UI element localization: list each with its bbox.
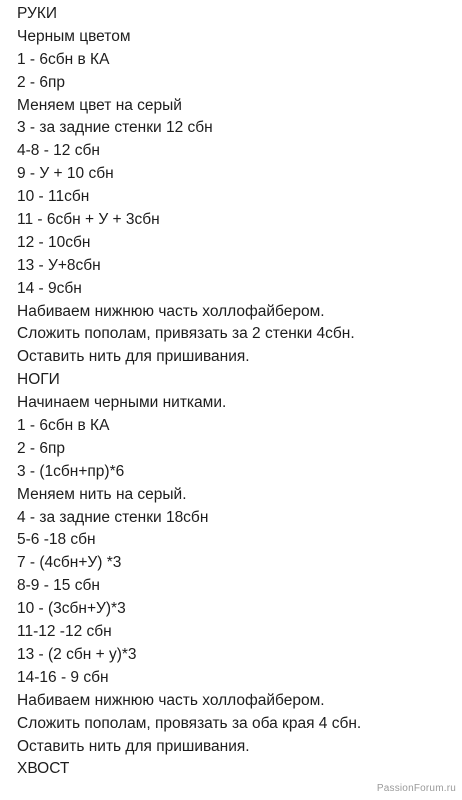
text-line: 13 - (2 сбн + у)*3: [17, 645, 137, 663]
text-line: Набиваем нижнюю часть холлофайбером.: [17, 302, 325, 320]
text-line: Оставить нить для пришивания.: [17, 348, 250, 366]
section-heading-tail: ХВОСТ: [17, 760, 70, 778]
text-line: 3 - (1сбн+пр)*6: [17, 462, 125, 480]
text-line: Меняем цвет на серый: [17, 96, 182, 114]
section-heading-arms: РУКИ: [17, 5, 58, 22]
text-line: 9 - У + 10 сбн: [17, 165, 114, 183]
text-line: 11-12 -12 сбн: [17, 623, 112, 641]
text-line: Начинаем черными нитками.: [17, 394, 227, 412]
text-line: 2 - 6пр: [17, 73, 66, 91]
text-line: 1 - 6сбн в КА: [17, 50, 110, 68]
text-line: Набиваем нижнюю часть холлофайбером.: [17, 691, 325, 709]
section-heading-legs: НОГИ: [17, 371, 60, 389]
text-line: 14-16 - 9 сбн: [17, 668, 109, 686]
text-line: 8-9 - 15 сбн: [17, 577, 100, 595]
text-line: 10 - (3сбн+У)*3: [17, 600, 126, 618]
text-line: 2 - 6пр: [17, 439, 66, 457]
text-line: 1 - 6сбн в КА: [17, 417, 110, 435]
text-line: 7 - (4сбн+У) *3: [17, 554, 122, 572]
text-line: 13 - У+8сбн: [17, 256, 101, 274]
text-line: 12 - 10сбн: [17, 233, 91, 251]
text-line: 4 - за задние стенки 18сбн: [17, 508, 209, 526]
text-line: Сложить пополам, провязать за оба края 4 сбн.: [17, 714, 362, 732]
text-line: 10 - 11сбн: [17, 188, 90, 206]
text-line: 14 - 9сбн: [17, 279, 82, 297]
text-line: 4-8 - 12 сбн: [17, 142, 100, 160]
text-line: 3 - за задние стенки 12 сбн: [17, 119, 213, 137]
text-line: Меняем нить на серый.: [17, 485, 187, 503]
text-line: Сложить пополам, привязать за 2 стенки 4сбн.: [17, 325, 355, 343]
instruction-text: [17, 3, 457, 781]
watermark: PassionForum.ru: [376, 783, 456, 794]
text-line: 5-6 -18 сбн: [17, 531, 96, 549]
text-line: Оставить нить для пришивания.: [17, 737, 250, 755]
text-line: Черным цветом: [17, 27, 131, 45]
text-line: 11 - 6сбн + У + 3сбн: [17, 211, 160, 229]
